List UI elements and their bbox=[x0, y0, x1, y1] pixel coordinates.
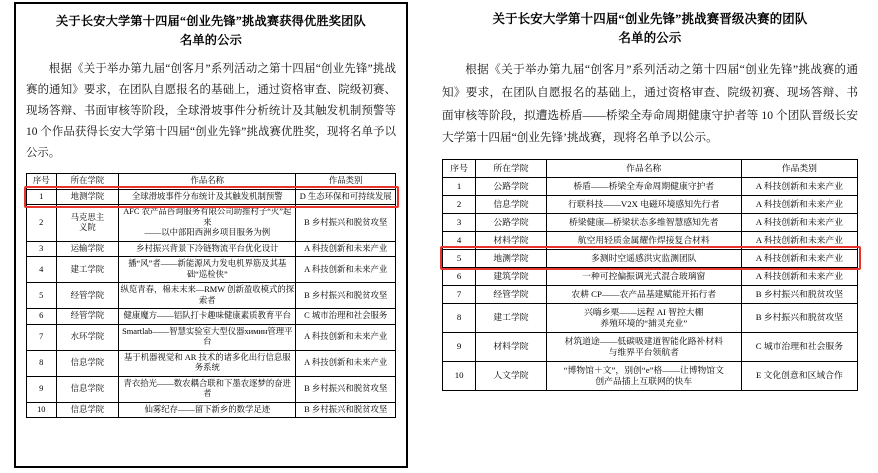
row-project-name: 一种可控偏振调光式混合玻璃窗 bbox=[546, 267, 741, 285]
row-category: A 科技创新和未来产业 bbox=[741, 213, 857, 231]
row-category: C 城市治理和社会服务 bbox=[296, 309, 396, 325]
row-project-name: 多测时空遥感洪灾监测团队 bbox=[546, 249, 741, 267]
row-index: 9 bbox=[443, 332, 476, 361]
row-project-name: 纵览青春，棉未末来—RMW 创新盈收模式的探索者 bbox=[119, 283, 296, 309]
table-row bbox=[27, 205, 396, 242]
table-row bbox=[27, 309, 396, 325]
right-header-category: 作品类别 bbox=[741, 159, 857, 177]
row-project-name: 播“风”者——新能源风力发电机界筋及其基础“巡检侠” bbox=[119, 257, 296, 283]
table-row bbox=[27, 283, 396, 309]
row-college: 水环学院 bbox=[56, 324, 119, 350]
left-header-index: 序号 bbox=[27, 174, 57, 190]
row-category: A 科技创新和未来产业 bbox=[741, 231, 857, 249]
row-project-name: 青衣拾光——数农耦合联和下墨农逐梦的奋进者 bbox=[119, 376, 296, 402]
right-document-body bbox=[442, 59, 858, 149]
table-row bbox=[27, 350, 396, 376]
left-title-line-1: 关于长安大学第十四届“创业先锋”挑战赛获得优胜奖团队 bbox=[56, 14, 366, 28]
row-project-name: 基于机器视觉和 AR 技术的诸多化出行信息服务系统 bbox=[119, 350, 296, 376]
row-college: 地测学院 bbox=[476, 249, 547, 267]
table-row bbox=[443, 249, 858, 267]
left-header-project-name: 作品名称 bbox=[119, 174, 296, 190]
table-row bbox=[443, 195, 858, 213]
table-row bbox=[443, 267, 858, 285]
row-college: 建筑学院 bbox=[476, 267, 547, 285]
row-college: 公路学院 bbox=[476, 177, 547, 195]
row-category: B 乡村振兴和脱贫攻坚 bbox=[741, 303, 857, 332]
row-project-name: “博物馆＋文”，别创“e”格——让博物馆文 创产品插上互联网的快车 bbox=[546, 361, 741, 390]
right-title-line-1: 关于长安大学第十四届“创业先锋”挑战赛晋级决赛的团队 bbox=[492, 12, 808, 26]
row-project-name: Smartlab——智慧实验室大型仪器химин管理平台 bbox=[119, 324, 296, 350]
row-project-name: 材筑道途——低碳吸建道智能化路补材料 与维界平台领航者 bbox=[546, 332, 741, 361]
row-index: 5 bbox=[27, 283, 57, 309]
table-row bbox=[27, 241, 396, 257]
row-index: 4 bbox=[443, 231, 476, 249]
row-college: 经管学院 bbox=[56, 283, 119, 309]
row-college: 信息学院 bbox=[56, 350, 119, 376]
row-index: 9 bbox=[27, 376, 57, 402]
row-category: E 文化创意和区域合作 bbox=[741, 361, 857, 390]
left-body-paragraph: 根据《关于举办第九届“创客月”系列活动之第十四届“创业先锋”挑战赛的通知》要求，在团队自愿报名的基础上，通过资格审查、院级初赛、现场答辩、书面审核等阶段，全球滑坡事件分析统计及其触发机制预警等 10 个作品获得长安大学第十四届“创业先锋”挑战赛优胜奖，现将名单予以公示。 bbox=[26, 62, 396, 160]
row-category: B 乡村振兴和脱贫攻坚 bbox=[741, 285, 857, 303]
left-document bbox=[14, 2, 408, 468]
row-category: A 科技创新和未来产业 bbox=[296, 324, 396, 350]
row-category: A 科技创新和未来产业 bbox=[296, 350, 396, 376]
left-document-body bbox=[26, 59, 396, 164]
left-award-table bbox=[26, 173, 396, 418]
left-header-college: 所在学院 bbox=[56, 174, 119, 190]
row-index: 7 bbox=[443, 285, 476, 303]
row-project-name: 航空用轻质金属耀作焊接复合材料 bbox=[546, 231, 741, 249]
row-index: 8 bbox=[443, 303, 476, 332]
right-header-college: 所在学院 bbox=[476, 159, 547, 177]
row-category: B 乡村振兴和脱贫攻坚 bbox=[296, 376, 396, 402]
row-category: C 城市治理和社会服务 bbox=[741, 332, 857, 361]
row-project-name: 健康魔方——铝队打卡趣味健康素质教育平台 bbox=[119, 309, 296, 325]
row-index: 6 bbox=[443, 267, 476, 285]
row-college: 经管学院 bbox=[56, 309, 119, 325]
row-project-name: 兴嗨乡栗——远程 AI 智控大棚 养殖环境的“捕灵充业” bbox=[546, 303, 741, 332]
row-college: 经管学院 bbox=[476, 285, 547, 303]
left-document-title bbox=[26, 12, 396, 50]
row-project-name: AFC 农产品咨询服务有限公司助推村子“火”起来 ——以中部阳西洲乡项目服务为例 bbox=[119, 205, 296, 242]
left-header-category: 作品类别 bbox=[296, 174, 396, 190]
row-index: 3 bbox=[443, 213, 476, 231]
left-table-header-row bbox=[27, 174, 396, 190]
row-college: 材料学院 bbox=[476, 231, 547, 249]
row-college: 公路学院 bbox=[476, 213, 547, 231]
row-college: 人文学院 bbox=[476, 361, 547, 390]
row-category: D 生态环保和可持续发展 bbox=[296, 189, 396, 205]
table-row bbox=[27, 257, 396, 283]
row-project-name: 全球滑坡事件分布统计及其触发机制预警 bbox=[119, 189, 296, 205]
row-category: B 乡村振兴和脱贫攻坚 bbox=[296, 402, 396, 418]
row-college: 信息学院 bbox=[56, 376, 119, 402]
row-index: 6 bbox=[27, 309, 57, 325]
row-category: B 乡村振兴和脱贫攻坚 bbox=[296, 205, 396, 242]
row-college: 马克思主 义院 bbox=[56, 205, 119, 242]
table-row bbox=[27, 402, 396, 418]
page-bottom-margin bbox=[0, 468, 878, 473]
right-title-line-2: 名单的公示 bbox=[618, 31, 682, 46]
row-project-name: 桥梁健康—桥梁状态多维智慧感知先者 bbox=[546, 213, 741, 231]
right-header-index: 序号 bbox=[443, 159, 476, 177]
row-category: B 乡村振兴和脱贫攻坚 bbox=[296, 283, 396, 309]
table-row bbox=[27, 324, 396, 350]
row-index: 2 bbox=[443, 195, 476, 213]
row-index: 2 bbox=[27, 205, 57, 242]
table-row bbox=[443, 361, 858, 390]
right-header-project-name: 作品名称 bbox=[546, 159, 741, 177]
table-row bbox=[27, 376, 396, 402]
row-index: 5 bbox=[443, 249, 476, 267]
right-document bbox=[428, 0, 872, 473]
row-project-name: 乡村振兴背景下冷链物流平台优化设计 bbox=[119, 241, 296, 257]
right-document-title bbox=[442, 10, 858, 48]
table-row bbox=[443, 213, 858, 231]
row-project-name: 农耕 CP——农产品基建赋能开拓行者 bbox=[546, 285, 741, 303]
row-category: A 科技创新和未来产业 bbox=[296, 241, 396, 257]
left-title-line-2: 名单的公示 bbox=[180, 32, 242, 47]
row-index: 10 bbox=[27, 402, 57, 418]
right-table-header-row bbox=[443, 159, 858, 177]
row-index: 7 bbox=[27, 324, 57, 350]
row-category: A 科技创新和未来产业 bbox=[741, 267, 857, 285]
row-project-name: 仙雾纪存——留下新乡的数学足迹 bbox=[119, 402, 296, 418]
row-college: 材料学院 bbox=[476, 332, 547, 361]
table-row bbox=[443, 177, 858, 195]
table-row bbox=[443, 285, 858, 303]
row-index: 1 bbox=[27, 189, 57, 205]
row-category: A 科技创新和未来产业 bbox=[741, 195, 857, 213]
row-category: A 科技创新和未来产业 bbox=[741, 249, 857, 267]
row-college: 地测学院 bbox=[56, 189, 119, 205]
row-college: 建工学院 bbox=[476, 303, 547, 332]
right-finalist-table bbox=[442, 159, 858, 391]
table-row bbox=[27, 189, 396, 205]
row-index: 3 bbox=[27, 241, 57, 257]
row-index: 1 bbox=[443, 177, 476, 195]
row-college: 运输学院 bbox=[56, 241, 119, 257]
row-college: 信息学院 bbox=[56, 402, 119, 418]
row-index: 4 bbox=[27, 257, 57, 283]
table-row bbox=[443, 303, 858, 332]
row-index: 8 bbox=[27, 350, 57, 376]
row-college: 建工学院 bbox=[56, 257, 119, 283]
row-project-name: 行联科技——V2X 电磁环境感知先行者 bbox=[546, 195, 741, 213]
row-project-name: 桥盾——桥梁全寿命周期健康守护者 bbox=[546, 177, 741, 195]
row-college: 信息学院 bbox=[476, 195, 547, 213]
row-category: A 科技创新和未来产业 bbox=[741, 177, 857, 195]
right-body-paragraph: 根据《关于举办第九届“创客月”系列活动之第十四届“创业先锋”挑战赛的通知》要求，在团队自愿报名的基础上，通过资格审查、院级初赛、现场答辩、书面审核等阶段，拟遭选桥盾——桥梁全寿命周期健康守护者等 10 个团队晋级长安大学第十四届“创业先锋’挑战赛，现将名单予以公示。 bbox=[442, 63, 858, 145]
table-row bbox=[443, 332, 858, 361]
table-row bbox=[443, 231, 858, 249]
row-category: A 科技创新和未来产业 bbox=[296, 257, 396, 283]
row-index: 10 bbox=[443, 361, 476, 390]
